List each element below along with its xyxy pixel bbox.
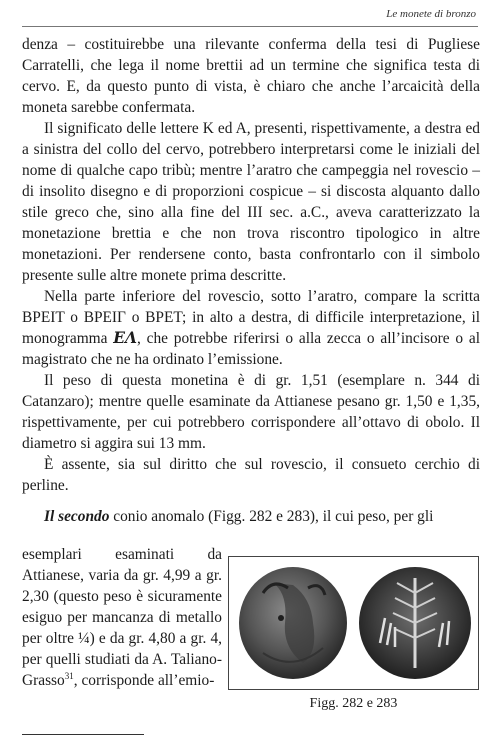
section-lead: Il secondo	[44, 508, 110, 525]
paragraph-text: conio anomalo (Figg. 282 e 283), il cui peso, per gli	[109, 508, 434, 525]
coin-figure	[228, 556, 479, 690]
header-rule	[22, 26, 478, 27]
paragraph-text: , che potrebbe riferirsi o alla zecca o all’incisore o al magistrato che ne ha ordinato l’emissione.	[22, 330, 480, 368]
paragraph-text: esemplari esaminati da Attianese, varia da gr. 4,99 a gr. 2,30 (questo peso è sicuramente esiguo per mancanza di metallo per oltre ¼) e da gr. 4,80 a gr. 4, per quelli studiati da A. Taliano-Grasso	[22, 546, 222, 689]
monogram: ΕΛ	[113, 329, 137, 347]
running-header: Le monete di bronzo	[386, 8, 476, 20]
paragraph-text: Nella parte inferiore del rovescio, sotto l’aratro, compare la scritta ΒΡΕΙΤ o ΒΡΕΙΓ o ΒΡΕΤ; in alto a destra, di difficile interpretazione, il monogramma	[22, 288, 480, 347]
footnote-rule	[22, 734, 144, 735]
paragraph	[22, 544, 222, 691]
paragraph-text: , corrisponde all’emio-	[73, 672, 215, 689]
paragraph: Il peso di questa monetina è di gr. 1,51 (esemplare n. 344 di Catanzaro); mentre quelle esaminate da Attianese pesano gr. 1,50 e 1,35, rispettivamente, per cui potrebbero corrispondere all’ottavo di obolo. Il diametro si aggira sui 13 mm.	[22, 372, 480, 452]
paragraph	[22, 506, 480, 527]
paragraph	[22, 286, 480, 370]
paragraph: È assente, sia sul diritto che sul rovescio, il consueto cerchio di perline.	[22, 456, 480, 494]
coin-obverse-image	[233, 563, 353, 683]
wrapped-text	[22, 544, 222, 691]
paragraph: denza – costituirebbe una rilevante conferma della tesi di Pugliese Carratelli, che lega il nome brettii ad un termine che significa testa di cervo. E, da questo punto di vista, è chiaro che anche l’arcaicità della moneta sarebbe confermata.	[22, 36, 480, 116]
coin-reverse-image	[355, 563, 475, 683]
paragraph: Il significato delle lettere K ed A, presenti, rispettivamente, a destra ed a sinistra del collo del cervo, potrebbero interpretarsi come le iniziali del nome di qualche capo tribù; mentre l’aratro che campeggia nel rovescio – di insolito disegno e di proporzioni cospicue – si discosta alquanto dallo stile greco che, sino alla fine del III sec. a.C., aveva caratterizzato la monetazione brettia e che non trova riscontro tipologico in altre monetazioni. Per rendersene conto, basta confrontarlo con il simbolo presente sulle altre monete prima descritte.	[22, 120, 480, 284]
footnote-ref: 31	[64, 670, 74, 681]
body-text	[22, 34, 480, 527]
figure-caption: Figg. 282 e 283	[309, 696, 398, 711]
